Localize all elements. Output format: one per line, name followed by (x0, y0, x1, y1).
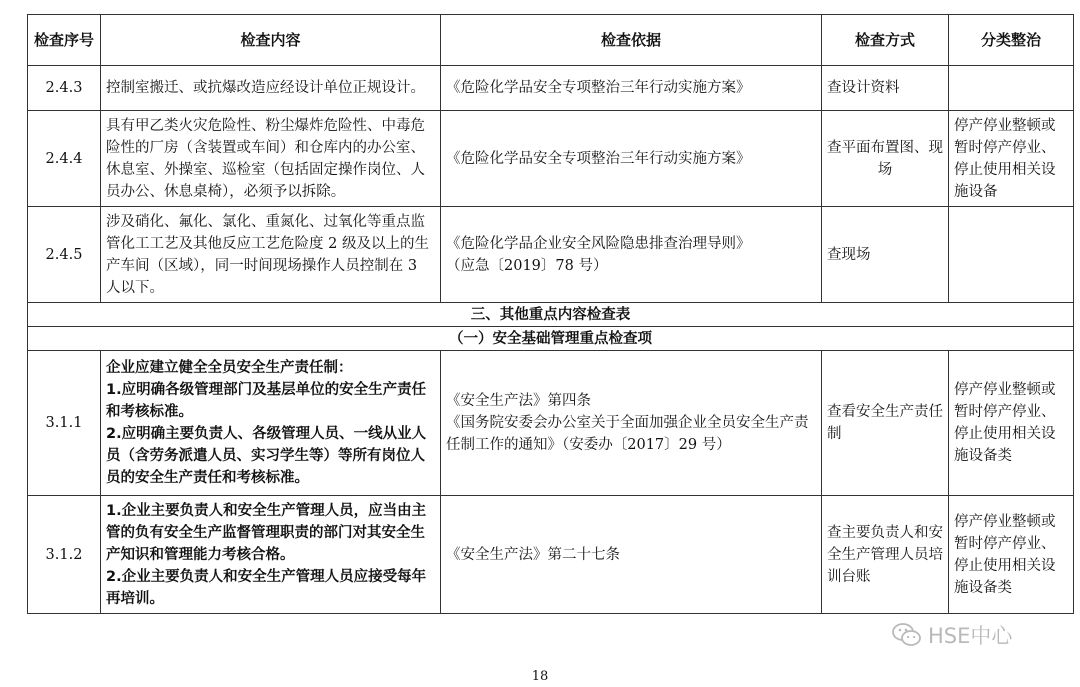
header-rectify: 分类整治 (949, 15, 1074, 66)
row-seq: 3.1.2 (28, 496, 101, 614)
row-method: 查现场 (822, 207, 949, 303)
content-line: 1.企业主要负责人和安全生产管理人员，应当由主管的负有安全生产监督管理职责的部门对其安全生产知识和管理能力考核合格。 (106, 502, 427, 563)
watermark (892, 620, 1012, 650)
watermark-text: HSE中心 (928, 624, 1013, 648)
content-line: 2.应明确主要负责人、各级管理人员、一线从业人员（含劳务派遣人员、实习学生等）等所有岗位人员的安全生产责任和考核标准。 (106, 426, 427, 486)
row-basis: 《危险化学品安全专项整治三年行动实施方案》 (441, 66, 822, 111)
row-seq: 2.4.5 (28, 207, 101, 303)
row-rectify: 停产停业整顿或暂时停产停业、停止使用相关设施设备 (949, 111, 1074, 207)
wechat-icon (892, 622, 922, 648)
row-method: 查平面布置图、现场 (822, 111, 949, 207)
basis-line: 《安全生产法》第四条 (446, 393, 591, 409)
row-basis (441, 207, 822, 303)
table-row (28, 351, 1074, 496)
row-seq: 2.4.3 (28, 66, 101, 111)
row-basis: 《安全生产法》第二十七条 (441, 496, 822, 614)
row-content (101, 351, 441, 496)
content-line: 企业应建立健全全员安全生产责任制： (106, 360, 353, 376)
row-rectify (949, 207, 1074, 303)
subsection-title: （一）安全基础管理重点检查项 (28, 327, 1074, 351)
table-row (28, 496, 1074, 614)
row-rectify: 停产停业整顿或暂时停产停业、停止使用相关设施设备类 (949, 496, 1074, 614)
header-seq: 检查序号 (28, 15, 101, 66)
basis-line: 《危险化学品企业安全风险隐患排查治理导则》 (446, 235, 751, 252)
content-line: 2.企业主要负责人和安全生产管理人员应接受每年再培训。 (106, 568, 427, 607)
row-content: 控制室搬迁、或抗爆改造应经设计单位正规设计。 (101, 66, 441, 111)
basis-line: （应急〔2019〕78 号） (446, 257, 608, 274)
table-row (28, 66, 1074, 111)
section-title: 三、其他重点内容检查表 (28, 303, 1074, 327)
table-header-row (28, 15, 1074, 66)
row-method: 查设计资料 (822, 66, 949, 111)
row-content: 具有甲乙类火灾危险性、粉尘爆炸危险性、中毒危险性的厂房（含装置或车间）和仓库内的办公室、休息室、外操室、巡检室（包括固定操作岗位、人员办公、休息桌椅），必须予以拆除。 (101, 111, 441, 207)
row-seq: 2.4.4 (28, 111, 101, 207)
row-method: 查看安全生产责任制 (822, 351, 949, 496)
table-row (28, 111, 1074, 207)
header-content: 检查内容 (101, 15, 441, 66)
row-method: 查主要负责人和安全生产管理人员培训台账 (822, 496, 949, 614)
row-rectify (949, 66, 1074, 111)
subsection-row (28, 327, 1074, 351)
row-content (101, 496, 441, 614)
header-basis: 检查依据 (441, 15, 822, 66)
inspection-table (27, 14, 1074, 614)
page-number: 18 (531, 669, 549, 684)
row-basis (441, 351, 822, 496)
header-method: 检查方式 (822, 15, 949, 66)
basis-line: 《国务院安委会办公室关于全面加强企业全员安全生产责任制工作的通知》（安委办〔2017〕29 号） (446, 415, 809, 453)
row-content: 涉及硝化、氟化、氯化、重氮化、过氧化等重点监管化工工艺及其他反应工艺危险度 2 级及以上的生产车间（区域），同一时间现场操作人员控制在 3 人以下。 (101, 207, 441, 303)
row-seq: 3.1.1 (28, 351, 101, 496)
table-row (28, 207, 1074, 303)
row-rectify: 停产停业整顿或暂时停产停业、停止使用相关设施设备类 (949, 351, 1074, 496)
section-row (28, 303, 1074, 327)
row-basis: 《危险化学品安全专项整治三年行动实施方案》 (441, 111, 822, 207)
content-line: 1.应明确各级管理部门及基层单位的安全生产责任和考核标准。 (106, 382, 427, 420)
